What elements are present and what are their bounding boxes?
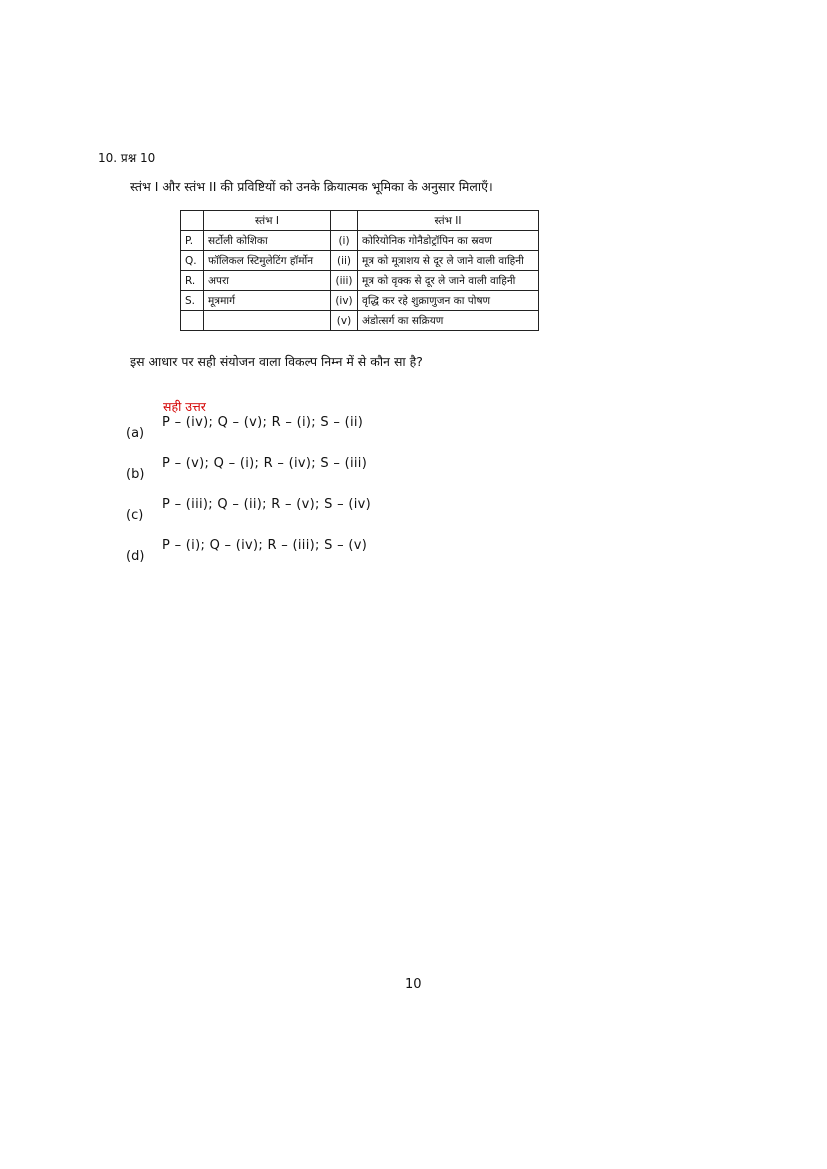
table-row <box>181 291 539 311</box>
option-a-text[interactable]: P – (iv); Q – (v); R – (i); S – (ii) <box>162 415 364 430</box>
page-number: 10 <box>405 977 422 992</box>
row-numeral: (iv) <box>331 291 358 311</box>
question-prompt: इस आधार पर सही संयोजन वाला विकल्प निम्न में से कौन सा है? <box>130 354 423 369</box>
column-2-entry: मूत्र को वृक्क से दूर ले जाने वाली वाहिनी <box>358 271 539 291</box>
option-c-text[interactable]: P – (iii); Q – (ii); R – (v); S – (iv) <box>162 497 371 512</box>
table-row <box>181 271 539 291</box>
row-key: S. <box>181 291 204 311</box>
row-numeral: (i) <box>331 231 358 251</box>
question-instruction: स्तंभ I और स्तंभ II की प्रविष्टियों को उनके क्रियात्मक भूमिका के अनुसार मिलाएँ। <box>130 179 493 194</box>
table-header-row <box>181 211 539 231</box>
column-2-entry: मूत्र को मूत्राशय से दूर ले जाने वाली वाहिनी <box>358 251 539 271</box>
column-1-entry: अपरा <box>204 271 331 291</box>
column-2-header: स्तंभ II <box>358 211 539 231</box>
row-numeral: (iii) <box>331 271 358 291</box>
row-key: P. <box>181 231 204 251</box>
option-d-text[interactable]: P – (i); Q – (iv); R – (iii); S – (v) <box>162 538 368 553</box>
column-2-entry: वृद्धि कर रहे शुक्राणुजन का पोषण <box>358 291 539 311</box>
option-a-label[interactable]: (a) <box>126 426 145 441</box>
correct-answer-label: सही उत्तर <box>163 399 206 414</box>
option-c-label[interactable]: (c) <box>126 508 144 523</box>
column-1-entry: फॉलिकल स्टिमुलेटिंग हॉर्मोन <box>204 251 331 271</box>
column-2-entry: कोरियोनिक गोनैडोट्रॉपिन का स्रवण <box>358 231 539 251</box>
row-numeral: (v) <box>331 311 358 331</box>
row-key <box>181 311 204 331</box>
option-b-label[interactable]: (b) <box>126 467 145 482</box>
table-row <box>181 311 539 331</box>
column-1-header: स्तंभ I <box>204 211 331 231</box>
column-1-entry: सर्टोली कोशिका <box>204 231 331 251</box>
header-blank-cell <box>181 211 204 231</box>
column-1-entry: मूत्रमार्ग <box>204 291 331 311</box>
question-number: 10. प्रश्न 10 <box>98 151 156 165</box>
option-b-text[interactable]: P – (v); Q – (i); R – (iv); S – (iii) <box>162 456 368 471</box>
header-blank-cell <box>331 211 358 231</box>
row-numeral: (ii) <box>331 251 358 271</box>
column-1-entry <box>204 311 331 331</box>
row-key: R. <box>181 271 204 291</box>
option-d-label[interactable]: (d) <box>126 549 145 564</box>
column-2-entry: अंडोत्सर्ग का सक्रियण <box>358 311 539 331</box>
table-row <box>181 251 539 271</box>
matching-table <box>180 210 539 331</box>
table-row <box>181 231 539 251</box>
row-key: Q. <box>181 251 204 271</box>
